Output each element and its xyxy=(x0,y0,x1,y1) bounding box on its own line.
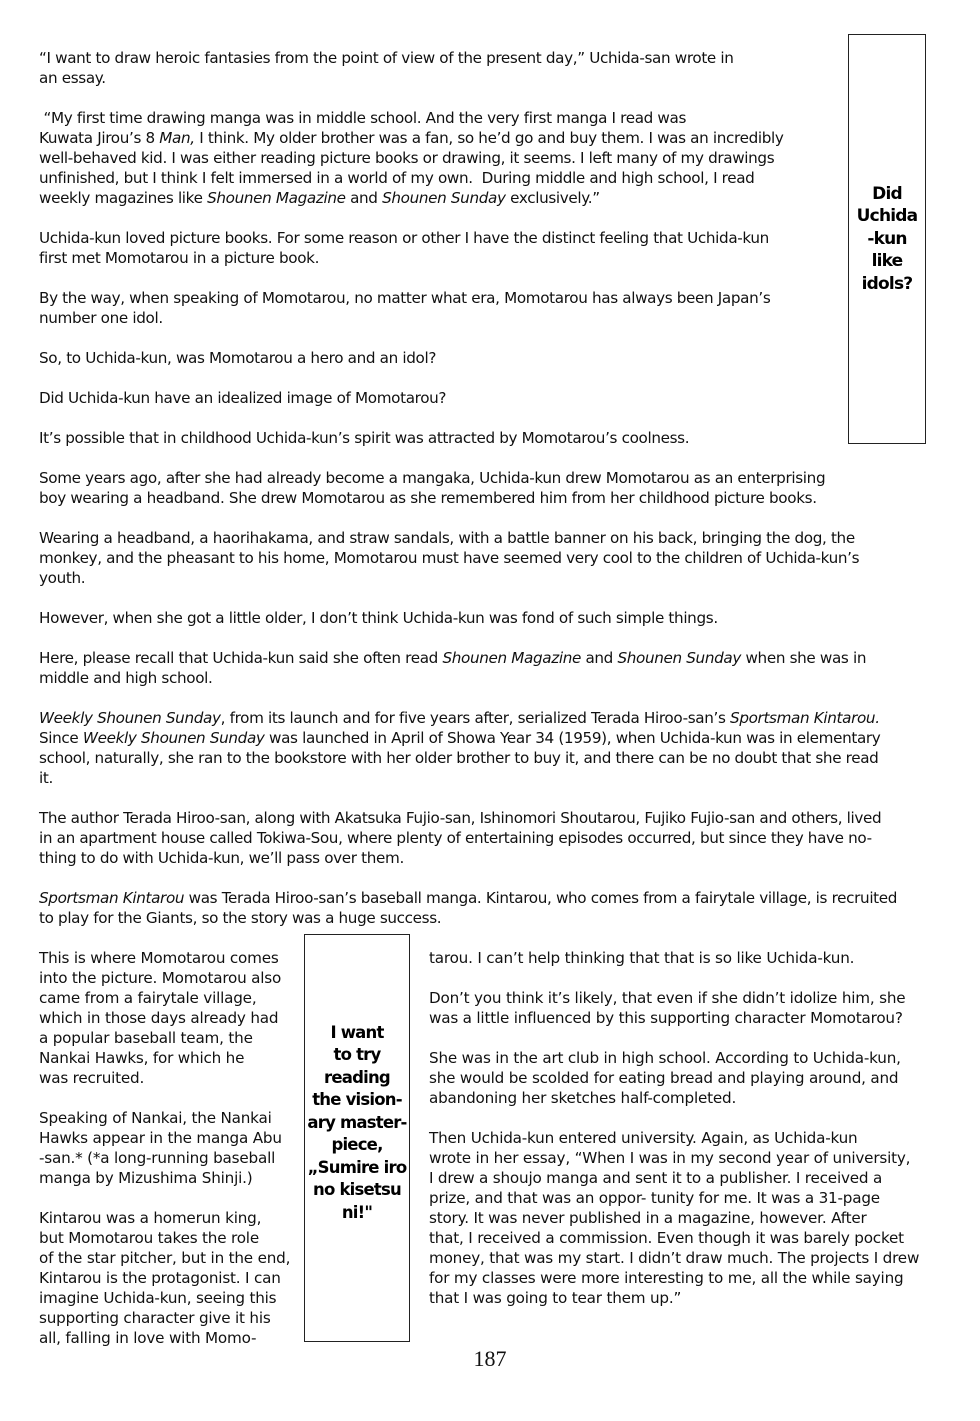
callout-line: Uchida xyxy=(856,206,918,227)
text-line: “My first time drawing manga was in middle school. And the very first manga I read was xyxy=(39,109,687,127)
text-line: Kintarou was a homerun king, xyxy=(39,1209,262,1227)
paragraph xyxy=(429,1048,941,1108)
paragraph xyxy=(39,108,839,208)
text-line: an essay. xyxy=(39,69,106,87)
paragraph xyxy=(39,428,839,448)
text-line: “I want to draw heroic fantasies from the point of view of the present day,” Uchida-san wrote in xyxy=(39,49,734,67)
text-line: youth. xyxy=(39,569,86,587)
text-line: boy wearing a headband. She drew Momotarou as she remembered him from her childhood picture books. xyxy=(39,489,817,507)
paragraph xyxy=(429,948,941,968)
paragraph xyxy=(39,948,304,1088)
text-line: which in those days already had xyxy=(39,1009,279,1027)
callout-line: to try xyxy=(333,1045,381,1065)
text-line: Did Uchida-kun have an idealized image of Momotarou? xyxy=(39,389,447,407)
text-line: it. xyxy=(39,769,53,787)
text-line: I drew a shoujo manga and sent it to a publisher. I received a xyxy=(429,1169,883,1187)
callout-text xyxy=(307,1022,406,1225)
text-line: first met Momotarou in a picture book. xyxy=(39,249,320,267)
text-line: It’s possible that in childhood Uchida-kun’s spirit was attracted by Momotarou’s coolness. xyxy=(39,429,690,447)
text-line: she would be scolded for eating bread and playing around, and xyxy=(429,1069,899,1087)
text-line: Kintarou is the protagonist. I can xyxy=(39,1269,281,1287)
paragraph xyxy=(39,808,939,868)
paragraph xyxy=(39,888,939,928)
paragraph xyxy=(39,48,839,88)
text-line: unfinished, but I think I felt immersed in a world of my own. During middle and high school, I read xyxy=(39,169,755,187)
text-line: Hawks appear in the manga Abu xyxy=(39,1129,282,1147)
paragraph xyxy=(39,528,939,588)
callout-line: the vision- xyxy=(312,1090,402,1110)
callout-text xyxy=(857,183,918,296)
callout-line: idols? xyxy=(861,273,913,294)
callout-line: no kisetsu xyxy=(313,1180,401,1200)
text-line: came from a fairytale village, xyxy=(39,989,257,1007)
text-line: number one idol. xyxy=(39,309,163,327)
text-line: wrote in her essay, “When I was in my second year of university, xyxy=(429,1149,911,1167)
paragraph xyxy=(39,228,839,268)
callout-line: ary master- xyxy=(307,1112,407,1132)
text-line: story. It was never published in a magazine, however. After xyxy=(429,1209,867,1227)
text-line: in an apartment house called Tokiwa-Sou, where plenty of entertaining episodes occurred, but since they have no- xyxy=(39,829,872,847)
paragraph xyxy=(429,988,941,1028)
text-line: imagine Uchida-kun, seeing this xyxy=(39,1289,277,1307)
text-line: all, falling in love with Momo- xyxy=(39,1329,257,1347)
text-line: manga by Mizushima Shinji.) xyxy=(39,1169,253,1187)
text-line: Wearing a headband, a haorihakama, and straw sandals, with a battle banner on his back, bringing the dog, the xyxy=(39,529,855,547)
text-line: was recruited. xyxy=(39,1069,145,1087)
paragraph xyxy=(39,608,939,628)
callout-line: reading xyxy=(324,1067,390,1087)
text-line: well-behaved kid. I was either reading picture books or drawing, it seems. I left many of my drawings xyxy=(39,149,775,167)
paragraph xyxy=(39,648,939,688)
text-line: tarou. I can’t help thinking that that is so like Uchida-kun. xyxy=(429,949,855,967)
text-line: weekly magazines like Shounen Magazine and Shounen Sunday exclusively.” xyxy=(39,189,600,207)
paragraph xyxy=(39,388,839,408)
callout-line: Did xyxy=(872,183,902,204)
text-line: school, naturally, she ran to the bookstore with her older brother to buy it, and there can be no doubt that she read xyxy=(39,749,879,767)
text-line: of the star pitcher, but in the end, xyxy=(39,1249,291,1267)
text-line: Sportsman Kintarou was Terada Hiroo-san’s baseball manga. Kintarou, who comes from a fairytale village, is recruited xyxy=(39,889,898,907)
page-number: 187 xyxy=(473,1346,507,1371)
text-line: monkey, and the pheasant to his home, Momotarou must have seemed very cool to the children of Uchida-kun’s xyxy=(39,549,860,567)
callout-line: piece, xyxy=(331,1135,383,1155)
callout-line: „Sumire iro xyxy=(307,1157,407,1177)
text-line: However, when she got a little older, I don’t think Uchida-kun was fond of such simple things. xyxy=(39,609,718,627)
callout-line: -kun xyxy=(867,228,907,249)
text-line: supporting character give it his xyxy=(39,1309,271,1327)
text-line: By the way, when speaking of Momotarou, no matter what era, Momotarou has always been Japan’s xyxy=(39,289,771,307)
text-line: for my classes were more interesting to me, all the while saying xyxy=(429,1269,904,1287)
callout-line: like xyxy=(871,251,903,272)
text-line: prize, and that was an oppor- tunity for me. It was a 31-page xyxy=(429,1189,880,1207)
text-line: Since Weekly Shounen Sunday was launched in April of Showa Year 34 (1959), when Uchida-kun was in elementary xyxy=(39,729,881,747)
text-line: She was in the art club in high school. According to Uchida-kun, xyxy=(429,1049,901,1067)
paragraph xyxy=(429,1128,941,1308)
text-line: a popular baseball team, the xyxy=(39,1029,253,1047)
text-line: Here, please recall that Uchida-kun said she often read Shounen Magazine and Shounen Sunday when she was in xyxy=(39,649,867,667)
paragraph xyxy=(39,1208,304,1348)
text-line: into the picture. Momotarou also xyxy=(39,969,282,987)
text-line: that, I received a commission. Even though it was barely pocket xyxy=(429,1229,904,1247)
text-line: was a little influenced by this supporting character Momotarou? xyxy=(429,1009,903,1027)
text-line: Don’t you think it’s likely, that even if she didn’t idolize him, she xyxy=(429,989,906,1007)
paragraph xyxy=(39,468,939,508)
pull-quote-box xyxy=(304,934,410,1342)
callout-line: I want xyxy=(330,1022,384,1042)
text-line: This is where Momotarou comes xyxy=(39,949,279,967)
text-line: money, that was my start. I didn’t draw much. The projects I drew xyxy=(429,1249,920,1267)
text-line: So, to Uchida-kun, was Momotarou a hero and an idol? xyxy=(39,349,437,367)
text-line: that I was going to tear them up.” xyxy=(429,1289,682,1307)
text-line: Some years ago, after she had already become a mangaka, Uchida-kun drew Momotarou as an enterprising xyxy=(39,469,826,487)
callout-line: ni!" xyxy=(341,1202,373,1222)
text-line: -san.* (*a long-running baseball xyxy=(39,1149,276,1167)
text-line: to play for the Giants, so the story was a huge success. xyxy=(39,909,442,927)
sidebar-callout-box xyxy=(848,34,926,444)
text-line: Kuwata Jirou’s 8 Man, I think. My older brother was a fan, so he’d go and buy them. I was an incredibly xyxy=(39,129,784,147)
text-line: middle and high school. xyxy=(39,669,213,687)
paragraph xyxy=(39,348,839,368)
text-line: but Momotarou takes the role xyxy=(39,1229,259,1247)
paragraph xyxy=(39,708,939,788)
text-line: Weekly Shounen Sunday, from its launch and for five years after, serialized Terada Hiroo-san’s Sportsman Kintarou. xyxy=(39,709,880,727)
paragraph xyxy=(39,288,839,328)
text-line: abandoning her sketches half-completed. xyxy=(429,1089,737,1107)
text-line: Then Uchida-kun entered university. Again, as Uchida-kun xyxy=(429,1129,858,1147)
text-line: Speaking of Nankai, the Nankai xyxy=(39,1109,272,1127)
paragraph xyxy=(39,1108,304,1188)
text-line: Uchida-kun loved picture books. For some reason or other I have the distinct feeling that Uchida-kun xyxy=(39,229,769,247)
text-line: thing to do with Uchida-kun, we’ll pass over them. xyxy=(39,849,404,867)
text-line: Nankai Hawks, for which he xyxy=(39,1049,245,1067)
text-line: The author Terada Hiroo-san, along with Akatsuka Fujio-san, Ishinomori Shoutarou, Fujiko Fujio-san and others, lived xyxy=(39,809,882,827)
